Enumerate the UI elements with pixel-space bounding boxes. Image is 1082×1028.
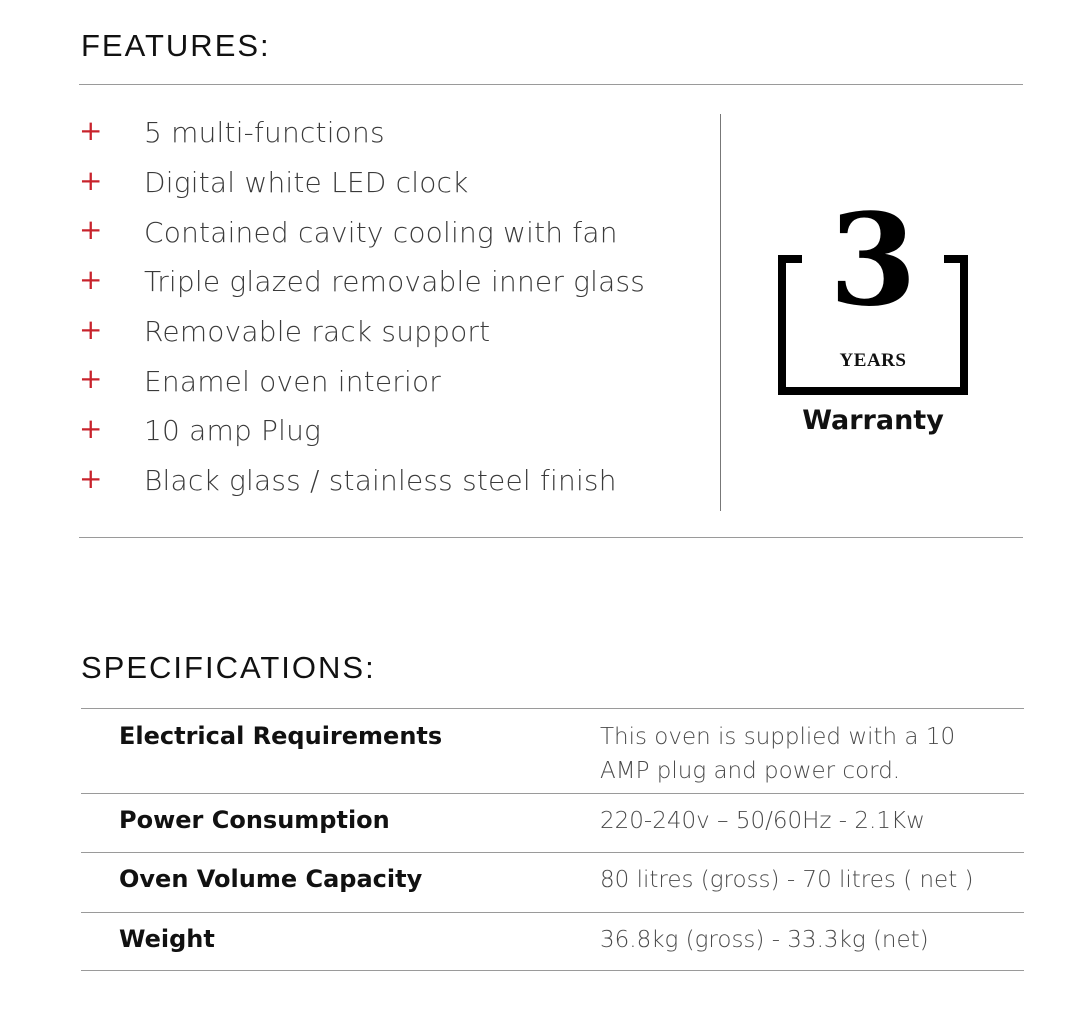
feature-text: Digital white LED clock (144, 166, 469, 200)
feature-item (79, 307, 679, 357)
feature-text: Enamel oven interior (144, 364, 442, 398)
plus-icon: + (79, 362, 103, 396)
spec-label: Power Consumption (119, 806, 390, 834)
features-list (79, 108, 679, 506)
plus-icon: + (79, 212, 103, 246)
spec-label: Oven Volume Capacity (119, 865, 423, 893)
spec-value: This oven is supplied with a 10 AMP plug and power cord. (600, 724, 956, 784)
features-top-divider (79, 84, 1023, 85)
spec-value: 36.8kg (gross) - 33.3kg (net) (600, 927, 929, 953)
spec-label: Electrical Requirements (119, 722, 443, 750)
features-bottom-divider (79, 537, 1023, 538)
plus-icon: + (79, 262, 103, 296)
plus-icon: + (79, 163, 103, 197)
plus-icon: + (79, 113, 103, 147)
spec-value: 80 litres (gross) - 70 litres ( net ) (600, 867, 974, 893)
plus-icon: + (79, 461, 103, 495)
warranty-years-label: YEARS (839, 350, 907, 371)
spec-row (81, 708, 1024, 793)
feature-text: 5 multi-functions (144, 116, 385, 150)
spec-row (81, 852, 1024, 912)
feature-text: Black glass / stainless steel finish (144, 464, 617, 498)
spec-value: 220-240v – 50/60Hz - 2.1Kw (600, 808, 925, 834)
feature-item (79, 406, 679, 456)
spec-row (81, 793, 1024, 852)
features-heading: FEATURES: (81, 28, 271, 63)
spec-label: Weight (119, 925, 215, 953)
plus-icon: + (79, 312, 103, 346)
spec-row (81, 912, 1024, 971)
feature-text: 10 amp Plug (144, 414, 322, 448)
feature-item (79, 207, 679, 257)
feature-item (79, 158, 679, 208)
plus-icon: + (79, 411, 103, 445)
feature-text: Triple glazed removable inner glass (144, 265, 646, 299)
warranty-badge (778, 186, 968, 455)
vertical-divider (720, 114, 721, 511)
feature-item (79, 257, 679, 307)
feature-item (79, 356, 679, 406)
specifications-table (81, 708, 1024, 971)
feature-item (79, 108, 679, 158)
warranty-label: Warranty (802, 405, 944, 436)
warranty-years-number: 3 (829, 186, 917, 334)
feature-text: Removable rack support (144, 315, 491, 349)
feature-text: Contained cavity cooling with fan (144, 215, 618, 249)
specifications-heading: SPECIFICATIONS: (81, 650, 376, 685)
feature-item (79, 456, 679, 506)
